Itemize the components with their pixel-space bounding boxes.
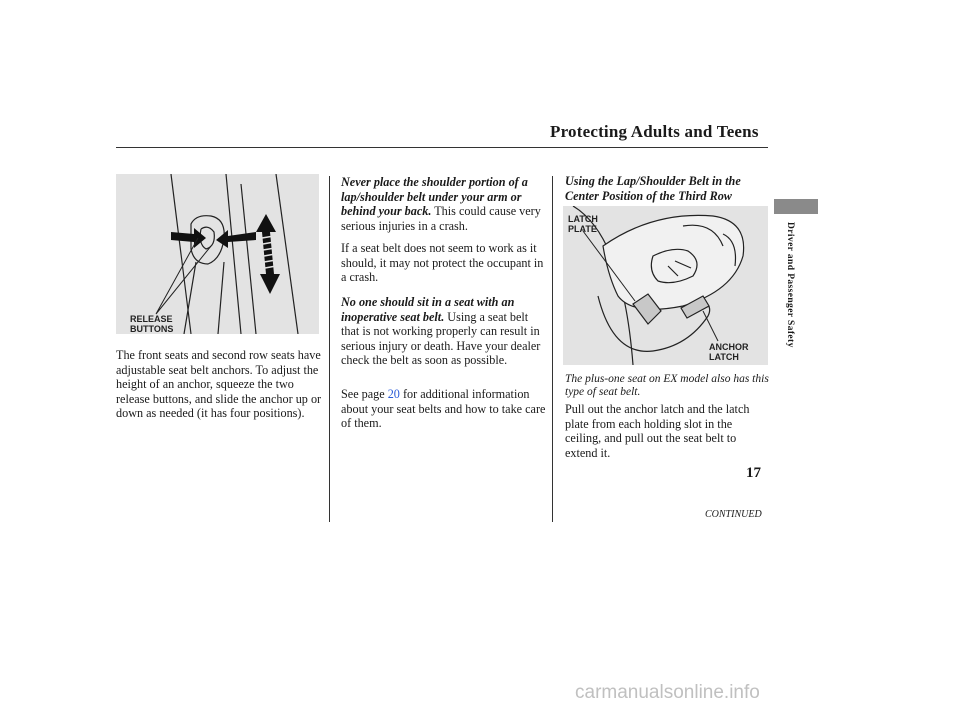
figure-caption: The plus-one seat on EX model also has this type of seat belt.: [565, 373, 769, 398]
anchor-latch-label-line2: LATCH: [709, 352, 739, 362]
pull-out-belt-paragraph: Pull out the anchor latch and the latch plate from each holding slot in the ceiling, and pull out the seat belt to extend it.: [565, 402, 750, 460]
latch-plate-label-line2: PLATE: [568, 224, 597, 234]
continued-label: CONTINUED: [705, 509, 762, 520]
see-page-suffix: for additional information about your seat belts and how to take care of them.: [341, 387, 546, 431]
release-buttons-label-line1: RELEASE: [130, 314, 173, 324]
belt-malfunction-paragraph: If a seat belt does not seem to work as it should, it may not protect the occupant in a crash.: [341, 241, 544, 285]
column-divider-left: [329, 176, 330, 522]
anchor-adjust-paragraph: The front seats and second row seats have adjustable seat belt anchors. To adjust the height of an anchor, squeeze the two release buttons, and slide the anchor up or down as needed (it has four positions).: [116, 348, 322, 421]
warning-text-2: Using a seat belt that is not working properly can result in serious injury or death. Have your dealer check the belt as soon as possible.: [341, 309, 541, 368]
page-title: Protecting Adults and Teens: [550, 122, 759, 141]
warning-text-1: This could cause very serious injuries in a crash.: [341, 204, 541, 233]
section-tab-label: Driver and Passenger Safety: [785, 222, 795, 348]
header-rule: [116, 147, 768, 148]
anchor-diagram-icon: [116, 174, 319, 334]
third-row-section-heading: Using the Lap/Shoulder Belt in the Center Position of the Third Row: [565, 174, 741, 203]
section-tab-marker: [774, 199, 818, 214]
anchor-latch-label-line1: ANCHOR: [709, 342, 749, 352]
latch-plate-label-line1: LATCH: [568, 214, 598, 224]
see-page-paragraph: [341, 387, 547, 431]
warning-heading-1: Never place the shoulder portion of a lap/shoulder belt under your arm or behind your back.: [341, 175, 528, 219]
release-buttons-label-line2: BUTTONS: [130, 324, 174, 334]
warning-heading-2: No one should sit in a seat with an inoperative seat belt.: [341, 295, 515, 324]
page-number: 17: [746, 465, 761, 481]
shoulder-belt-warning: [341, 175, 547, 233]
inoperative-belt-warning: [341, 295, 547, 368]
seat-belt-anchor-illustration: [116, 174, 319, 334]
page-20-link[interactable]: 20: [387, 387, 400, 401]
see-page-prefix: See page: [341, 387, 385, 401]
watermark-text: carmanualsonline.info: [575, 682, 760, 703]
column-divider-right: [552, 176, 553, 522]
third-row-belt-illustration: [563, 206, 768, 365]
